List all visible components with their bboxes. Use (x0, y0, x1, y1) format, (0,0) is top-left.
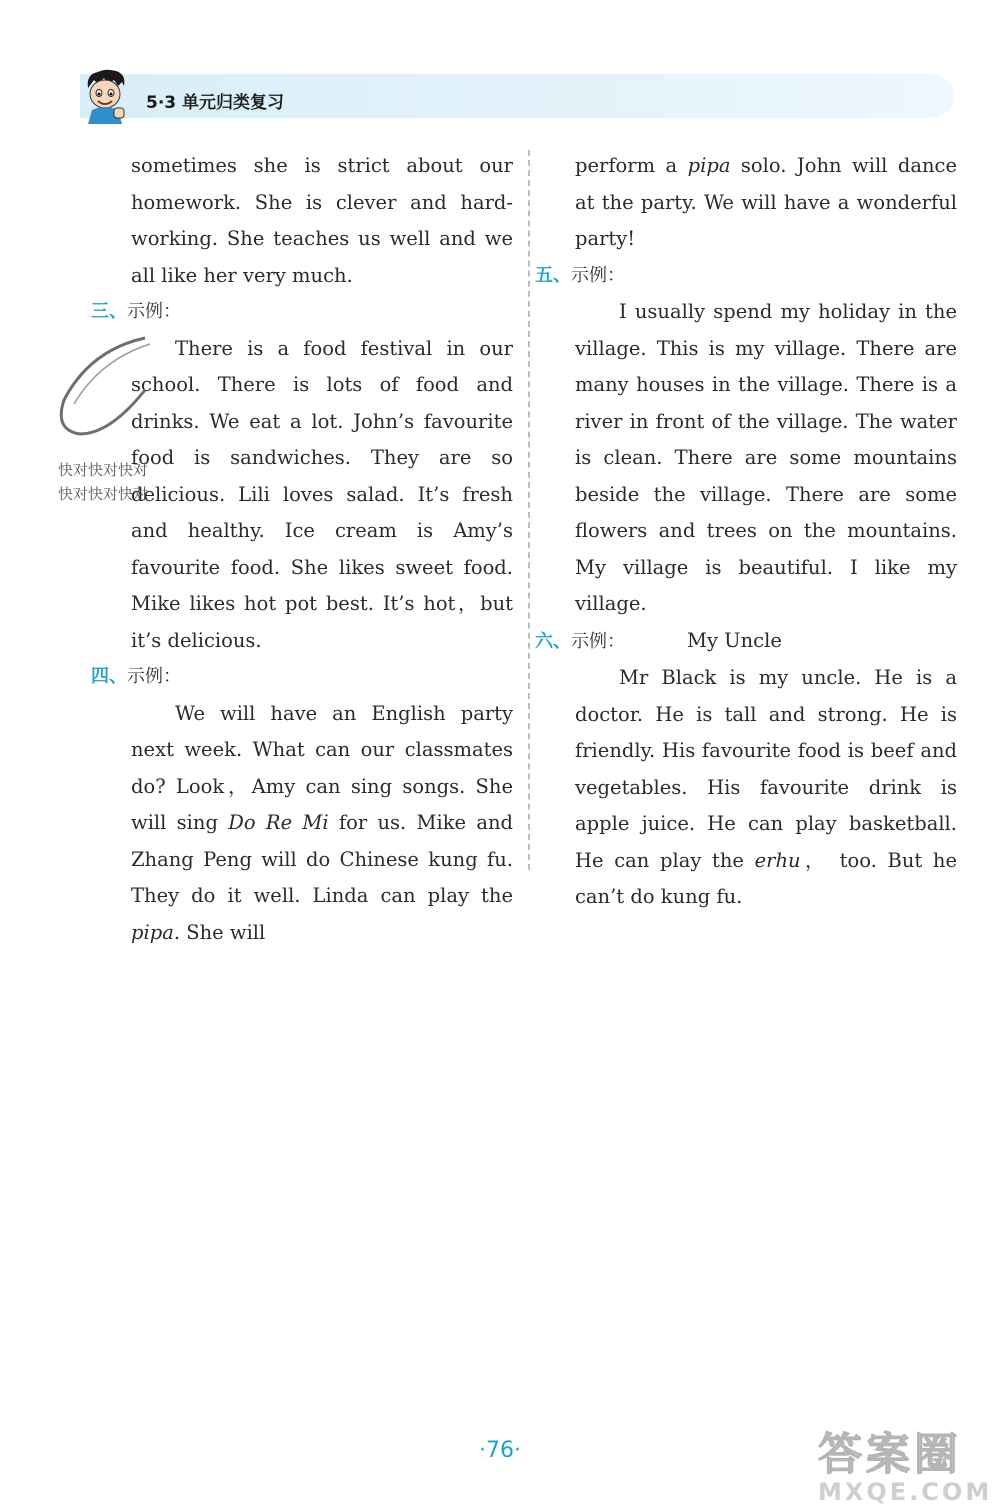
instrument-erhu: erhu (754, 848, 801, 872)
section-2-tail: sometimes she is strict about our homework. She is clever and hard-working. She teaches us well and we all like her very much. (131, 154, 513, 287)
section-5-number: 五、 (535, 264, 571, 286)
section-5-heading (535, 258, 957, 295)
instrument-pipa: pipa (131, 920, 174, 944)
section-4-heading (91, 659, 513, 696)
right-column (535, 148, 958, 916)
watermark-line1: 答案圈 (818, 1429, 962, 1480)
header-title: 5·3 单元归类复习 (146, 93, 285, 113)
stamp-text (58, 458, 148, 506)
section-6-text (575, 660, 957, 916)
section-3-number: 三、 (91, 301, 127, 322)
section-5-text: I usually spend my holiday in the village. This is my village. There are many houses in the village. There is a river in front of the village. The water is clean. There are some mountains beside the village. There are some flowers and trees on the mountains. My village is beautiful. I like my village. (575, 300, 957, 615)
section-3-label: 示例： (127, 301, 181, 322)
watermark-logo (818, 1418, 992, 1506)
section-6-heading (535, 623, 957, 661)
section-4-text-part2: for us. Mike and Zhang Peng will do Chinese kung fu. They do it well. Linda can play the (131, 811, 513, 907)
section-6-number: 六、 (535, 630, 571, 652)
section-3-heading (91, 294, 513, 331)
watermark-line2: MXQE.COM (818, 1478, 993, 1506)
section-6-text-part1: Mr Black is my uncle. He is a doctor. He is tall and strong. He is friendly. His favourite food is beef and vegetables. His favourite drink is apple juice. He can play basketball. He can play the (575, 666, 957, 872)
section-4-tail (575, 148, 957, 258)
stamp-text-line1: 快对快对快对 (58, 461, 149, 479)
section-4-number: 四、 (91, 666, 127, 687)
instrument-pipa-2: pipa (687, 154, 731, 177)
section-4-tail-b: solo. John will dance at the party. We will have a wonderful party! (575, 154, 957, 250)
stamp-text-line2: 快对快对快对 (58, 485, 149, 503)
section-4-tail-a: perform a (575, 154, 678, 177)
section-6-text-part2: ， too. But he can’t do kung fu. (575, 848, 958, 908)
stamp-circle-mark (50, 330, 180, 440)
column-divider (528, 150, 530, 870)
section-4-label: 示例： (127, 666, 181, 687)
section-4-text (131, 696, 513, 952)
section-4-text-part3: . She will (173, 920, 266, 944)
section-5-label: 示例： (571, 264, 625, 286)
boy-mascot-icon (82, 68, 130, 124)
section-3-text: There is a food festival in our school. There is lots of food and drinks. We eat a lot. John’s favourite food is sandwiches. They are so delicious. Lili loves salad. It’s fresh and healthy. Ice cream is Amy’s favourite food. She likes sweet food. Mike likes hot pot best. It’s hot，but it’s delicious. (131, 336, 513, 652)
essay-title: My Uncle (687, 628, 782, 652)
section-4-text-part1: We will have an English party next week. What can our classmates do? Look，Amy can sing songs. She will sing (131, 701, 513, 834)
section-6-label: 示例： (571, 630, 625, 652)
page-number: ·76· (479, 1438, 521, 1463)
song-title: Do Re Mi (228, 811, 329, 834)
